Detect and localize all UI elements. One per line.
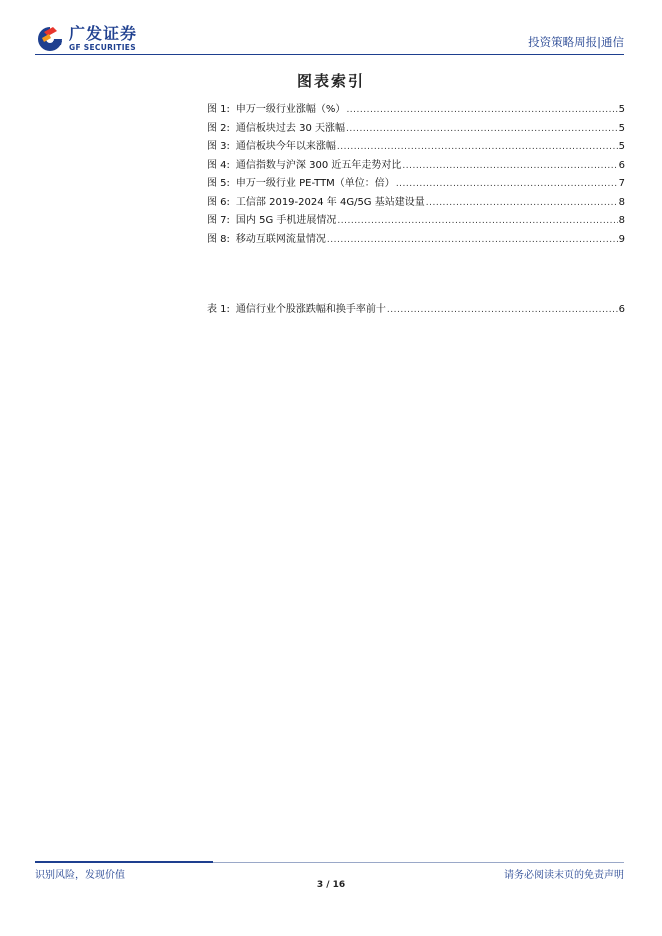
logo-chinese-name: 广发证券 bbox=[69, 24, 138, 44]
footer-divider bbox=[213, 862, 624, 863]
page-header bbox=[0, 0, 662, 60]
footer-divider-accent bbox=[35, 861, 213, 863]
toc-entry-label: 图 2: bbox=[207, 122, 230, 134]
footer-slogan: 识别风险，发现价值 bbox=[35, 870, 125, 881]
figure-index-list bbox=[207, 100, 625, 248]
toc-entry-figure-4[interactable] bbox=[207, 156, 625, 175]
toc-entry-caption: 通信板块过去 30 天涨幅 bbox=[235, 122, 346, 134]
footer-disclaimer-note: 请务必阅读末页的免责声明 bbox=[504, 870, 624, 881]
header-divider bbox=[35, 54, 624, 55]
toc-entry-label: 表 1: bbox=[207, 304, 230, 315]
toc-entry-page: 7 bbox=[618, 178, 625, 189]
gf-logo-mark-icon bbox=[35, 24, 65, 54]
toc-entry-label: 图 4: bbox=[207, 159, 230, 171]
toc-entry-caption: 国内 5G 手机进展情况 bbox=[235, 215, 337, 226]
toc-entry-page: 9 bbox=[618, 233, 625, 245]
table-index-list bbox=[207, 300, 625, 319]
toc-leader-dots bbox=[402, 161, 617, 171]
toc-entry-table-1[interactable] bbox=[207, 300, 625, 319]
index-title: 图表索引 bbox=[296, 72, 365, 90]
toc-entry-page: 6 bbox=[618, 159, 625, 171]
toc-entry-caption: 移动互联网流量情况 bbox=[235, 233, 326, 245]
toc-leader-dots bbox=[396, 179, 618, 189]
toc-entry-figure-7[interactable] bbox=[207, 211, 625, 230]
toc-entry-label: 图 3: bbox=[207, 141, 230, 152]
toc-entry-figure-6[interactable] bbox=[207, 193, 625, 212]
toc-entry-page: 8 bbox=[618, 215, 625, 226]
toc-leader-dots bbox=[346, 105, 617, 115]
toc-entry-label: 图 5: bbox=[207, 178, 230, 189]
gf-logo bbox=[35, 22, 137, 56]
toc-entry-label: 图 8: bbox=[207, 233, 230, 245]
toc-entry-figure-8[interactable] bbox=[207, 230, 625, 249]
toc-entry-caption: 工信部 2019-2024 年 4G/5G 基站建设量 bbox=[235, 196, 425, 208]
toc-entry-figure-1[interactable] bbox=[207, 100, 625, 119]
toc-leader-dots bbox=[337, 216, 617, 226]
toc-entry-page: 8 bbox=[618, 196, 625, 208]
toc-entry-caption: 申万一级行业涨幅（%） bbox=[235, 104, 346, 115]
toc-entry-page: 6 bbox=[618, 304, 625, 315]
toc-entry-caption: 通信板块今年以来涨幅 bbox=[235, 141, 336, 152]
logo-english-name: GF SECURITIES bbox=[69, 43, 136, 53]
report-type: 投资策略周报|通信 bbox=[528, 35, 624, 49]
toc-leader-dots bbox=[387, 305, 618, 315]
toc-entry-figure-2[interactable] bbox=[207, 119, 625, 138]
page-number: 3 / 16 bbox=[316, 880, 346, 890]
toc-entry-caption: 通信指数与沪深 300 近五年走势对比 bbox=[235, 159, 402, 171]
toc-entry-label: 图 7: bbox=[207, 215, 230, 226]
toc-entry-label: 图 1: bbox=[207, 104, 230, 115]
toc-entry-label: 图 6: bbox=[207, 196, 230, 208]
toc-entry-figure-3[interactable] bbox=[207, 137, 625, 156]
toc-leader-dots bbox=[346, 124, 618, 134]
toc-leader-dots bbox=[426, 198, 618, 208]
toc-leader-dots bbox=[327, 235, 618, 245]
toc-entry-figure-5[interactable] bbox=[207, 174, 625, 193]
toc-entry-page: 5 bbox=[618, 104, 625, 115]
toc-entry-page: 5 bbox=[618, 122, 625, 134]
toc-entry-page: 5 bbox=[618, 141, 625, 152]
toc-entry-caption: 申万一级行业 PE-TTM（单位：倍） bbox=[235, 178, 395, 189]
toc-entry-caption: 通信行业个股涨跌幅和换手率前十 bbox=[235, 304, 386, 315]
toc-leader-dots bbox=[337, 142, 618, 152]
